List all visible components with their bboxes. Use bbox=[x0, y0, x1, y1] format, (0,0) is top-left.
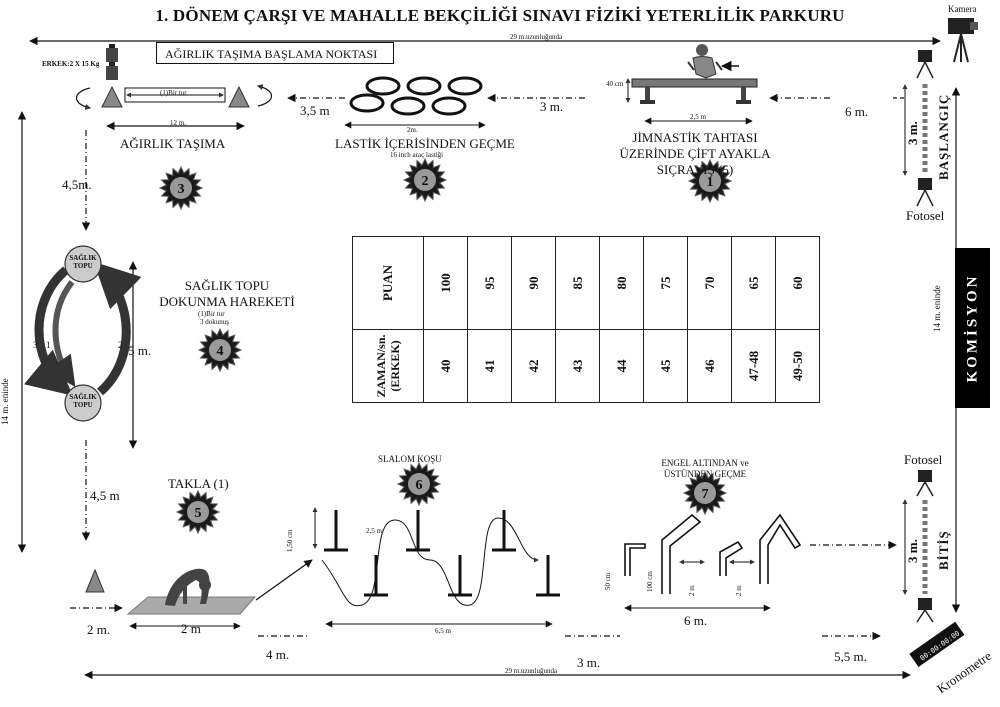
time-cell: 44 bbox=[600, 330, 644, 403]
time-cell: 42 bbox=[512, 330, 556, 403]
tires-icon bbox=[351, 78, 481, 114]
photocell-start-top-icon bbox=[917, 50, 933, 78]
station-4-number: 4 bbox=[216, 344, 224, 359]
cone-bottom bbox=[86, 570, 104, 592]
station-6-number: 6 bbox=[415, 478, 423, 493]
dist-2-5m: 2,5 m bbox=[690, 113, 706, 121]
cone-right bbox=[229, 87, 249, 107]
dist-4-5m-a: 4,5m. bbox=[62, 177, 92, 192]
time-cell: 49-50 bbox=[776, 330, 820, 403]
chronometer-label: Kronometre bbox=[934, 647, 995, 697]
time-cell: 45 bbox=[644, 330, 688, 403]
dist-4-5m-b: 4,5 m bbox=[90, 488, 120, 503]
points-cell: 100 bbox=[424, 237, 468, 330]
dist-2m-tires: 2m. bbox=[407, 126, 418, 134]
dist-3m-finish: 3 m. bbox=[905, 539, 920, 563]
station-3-badge bbox=[160, 167, 202, 209]
dist-2m-hurdle-b: 2 m bbox=[735, 585, 743, 596]
photocell-bottom-label: Fotosel bbox=[904, 452, 943, 467]
points-cell: 60 bbox=[776, 237, 820, 330]
dist-150cm: 1,50 cm bbox=[286, 529, 294, 552]
time-cell: 43 bbox=[556, 330, 600, 403]
points-cell: 70 bbox=[688, 237, 732, 330]
time-cell: 46 bbox=[688, 330, 732, 403]
medicine-ball-circuit bbox=[39, 268, 126, 392]
cone-left bbox=[102, 87, 122, 107]
bench-icon bbox=[632, 44, 757, 104]
dist-3m-start: 3 m. bbox=[905, 121, 920, 145]
page-title: 1. DÖNEM ÇARŞI VE MAHALLE BEKÇİLİĞİ SINAVI FİZİKİ YETERLİLİK PARKURU bbox=[155, 6, 845, 25]
commission-box bbox=[955, 248, 990, 408]
start-point-box: AĞIRLIK TAŞIMA BAŞLAMA NOKTASI bbox=[156, 42, 394, 64]
circuit-num-3: 3 bbox=[33, 340, 38, 350]
camera-label: Kamera bbox=[948, 4, 977, 14]
dist-3m-top: 3 m. bbox=[540, 99, 564, 114]
station-4-badge bbox=[199, 329, 241, 371]
dist-4m: 4 m. bbox=[266, 647, 290, 662]
score-table bbox=[352, 236, 820, 403]
time-cell: 40 bbox=[424, 330, 468, 403]
time-cell: 47-48 bbox=[732, 330, 776, 403]
dist-5-5m: 5,5 m. bbox=[834, 649, 867, 664]
times-header: ZAMAN/sn. (ERKEK) bbox=[374, 334, 402, 398]
dist-50cm: 50 cm bbox=[604, 572, 612, 590]
station-2-badge bbox=[404, 159, 446, 201]
points-cell: 90 bbox=[512, 237, 556, 330]
circuit-num-2: 2 bbox=[118, 340, 123, 350]
station-5-number: 5 bbox=[194, 506, 202, 521]
bottom-length-label: 29 m.uzunluğunda bbox=[505, 667, 558, 675]
mat-icon bbox=[128, 597, 255, 614]
station-6-badge bbox=[398, 463, 440, 505]
points-cell: 80 bbox=[600, 237, 644, 330]
bir-tur-label: (1)Bir tur bbox=[160, 89, 187, 97]
dokunma-note-2: 3 dokunuş bbox=[200, 318, 229, 326]
chronometer-display: 00:00:00:00 bbox=[918, 629, 962, 663]
station-6-name: SLALOM KOŞU bbox=[378, 454, 442, 464]
station-5-badge bbox=[177, 491, 219, 533]
photocell-top-label: Fotosel bbox=[906, 208, 945, 223]
dist-2m-left: 2 m. bbox=[87, 622, 111, 637]
station-1-number: 1 bbox=[706, 175, 714, 190]
camera-icon bbox=[948, 18, 978, 62]
station-7-name: ENGEL ALTINDAN ve ÜSTÜNDEN GEÇME bbox=[661, 458, 749, 479]
station-1-name: JİMNASTİK TAHTASI ÜZERİNDE ÇİFT AYAKLA SIÇRAYIŞ (5) bbox=[619, 130, 771, 177]
finish-label: BİTİŞ bbox=[936, 530, 951, 570]
station-4-name: SAĞLIK TOPU DOKUNMA HAREKETİ bbox=[159, 278, 295, 309]
dist-5m: 5 m. bbox=[128, 343, 152, 358]
station-3-number: 3 bbox=[177, 182, 185, 197]
dist-12m: 12 m. bbox=[170, 119, 186, 127]
width-left-label: 14 m. eninde bbox=[0, 378, 10, 425]
points-cell: 95 bbox=[468, 237, 512, 330]
points-cell: 75 bbox=[644, 237, 688, 330]
start-label: BAŞLANGIÇ bbox=[936, 93, 951, 180]
times-row bbox=[353, 330, 820, 403]
dist-6m-bottom: 6 m. bbox=[684, 613, 708, 628]
dokunma-note-1: (1)Bir tur bbox=[198, 310, 225, 318]
medicine-ball-top-label: SAĞLIK TOPU bbox=[69, 254, 97, 270]
dist-100cm: 100 cm bbox=[646, 571, 654, 592]
photocell-finish-top-icon bbox=[917, 470, 933, 496]
station-3-name: AĞIRLIK TAŞIMA bbox=[120, 136, 226, 151]
width-right-label: 14 m. eninde bbox=[932, 285, 942, 332]
time-cell: 41 bbox=[468, 330, 512, 403]
times-header-cell bbox=[353, 330, 424, 403]
circuit-num-1: 1 bbox=[46, 340, 51, 350]
commission-label: KOMİSYON bbox=[964, 273, 980, 383]
dist-3m-bottom: 3 m. bbox=[577, 655, 601, 670]
dist-6-5m: 6,5 m bbox=[435, 627, 451, 635]
dist-40cm: 40 cm bbox=[606, 80, 624, 88]
weight-label: ERKEK:2 X 15 Kg bbox=[42, 60, 100, 68]
weight-icon bbox=[106, 44, 118, 80]
dist-2m-mat: 2 m bbox=[181, 621, 201, 636]
points-cell: 85 bbox=[556, 237, 600, 330]
medicine-ball-bottom-label: SAĞLIK TOPU bbox=[69, 393, 97, 409]
station-2-number: 2 bbox=[421, 174, 429, 189]
dist-6m-top: 6 m. bbox=[845, 104, 869, 119]
station-5-name: TAKLA (1) bbox=[168, 476, 229, 491]
top-length-label: 29 m.uzunluğunda bbox=[510, 33, 563, 41]
photocell-start-bottom-icon bbox=[917, 178, 933, 206]
station-7-number: 7 bbox=[701, 487, 709, 502]
points-header-cell bbox=[353, 237, 424, 330]
points-cell: 65 bbox=[732, 237, 776, 330]
slalom-poles bbox=[324, 510, 560, 595]
points-row bbox=[353, 237, 820, 330]
photocell-finish-bottom-icon bbox=[917, 598, 933, 622]
tire-note: 16 inch araç lastiği bbox=[390, 151, 444, 159]
station-2-name: LASTİK İÇERİSİNDEN GEÇME bbox=[335, 136, 515, 151]
dist-2-5m-slalom: 2,5 m bbox=[366, 527, 382, 535]
slalom-path bbox=[322, 518, 538, 606]
dist-2m-hurdle-a: 2 m bbox=[688, 585, 696, 596]
dist-3-5m: 3,5 m bbox=[300, 103, 330, 118]
points-header: PUAN bbox=[380, 264, 395, 302]
